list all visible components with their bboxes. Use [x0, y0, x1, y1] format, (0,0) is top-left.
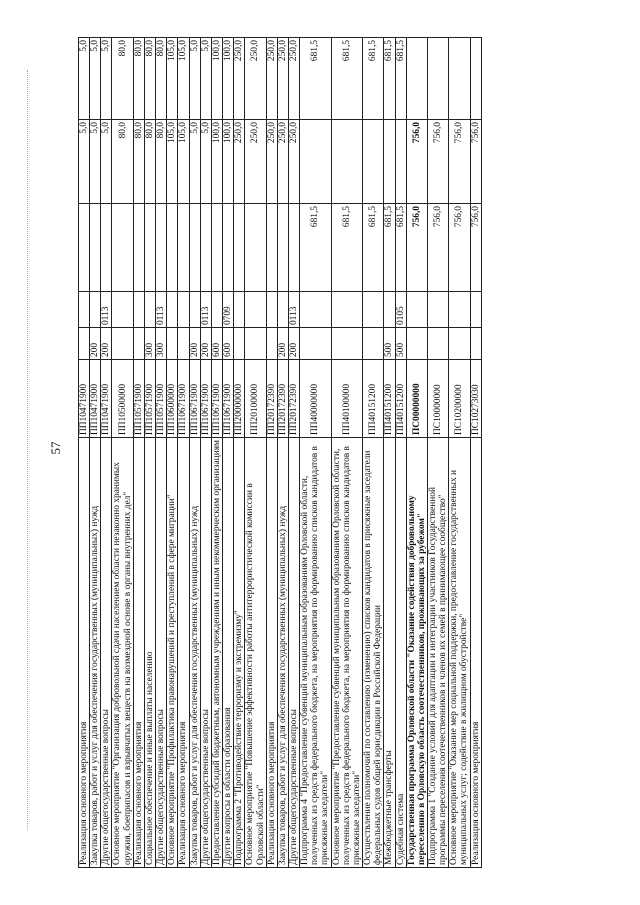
table-row: [90, 38, 101, 868]
table-row: [470, 38, 481, 868]
table-row: [363, 38, 384, 868]
expense-type-cell: [79, 328, 90, 360]
amount-cell-1: 681,5: [300, 204, 331, 292]
amount-cell-3: 5,0: [200, 38, 211, 120]
amount-cell-2: 80,0: [156, 120, 167, 204]
row-name-cell: Основное мероприятие "Оказание мер социальной поддержки, предоставление государственных и муниципальных услуг; содействие в жилищном обустройстве": [449, 438, 470, 868]
amount-cell-1: 681,5: [363, 204, 384, 292]
amount-cell-3: 80,0: [133, 38, 144, 120]
table-row: [384, 38, 395, 868]
target-code-cell: ПП20172390: [277, 360, 288, 438]
expense-type-cell: 200: [200, 328, 211, 360]
table-row: [234, 38, 245, 868]
amount-cell-1: [211, 204, 222, 292]
expense-type-cell: [133, 328, 144, 360]
target-code-cell: ПП10471900: [90, 360, 101, 438]
row-name-cell: Другие вопросы в области образования: [223, 438, 234, 868]
amount-cell-1: [288, 204, 299, 292]
target-code-cell: ПП10571900: [144, 360, 155, 438]
target-code-cell: ПП10500000: [112, 360, 133, 438]
section-code-cell: [384, 292, 395, 328]
amount-cell-3: 681,5: [395, 38, 406, 120]
expense-type-cell: [406, 328, 427, 360]
amount-cell-2: 5,0: [90, 120, 101, 204]
target-code-cell: ПС10273030: [470, 360, 481, 438]
amount-cell-1: 756,0: [406, 204, 427, 292]
table-row: [277, 38, 288, 868]
expense-type-cell: [266, 328, 277, 360]
amount-cell-3: 681,5: [363, 38, 384, 120]
row-name-cell: Предоставление субсидий бюджетным, автономным учреждениям и иным некоммерческим организациям: [211, 438, 222, 868]
section-code-cell: [144, 292, 155, 328]
amount-cell-3: [428, 38, 449, 120]
amount-cell-3: [470, 38, 481, 120]
amount-cell-2: 5,0: [200, 120, 211, 204]
section-code-cell: [331, 292, 362, 328]
amount-cell-3: 681,5: [300, 38, 331, 120]
expense-type-cell: [178, 328, 189, 360]
section-code-cell: [112, 292, 133, 328]
amount-cell-1: 756,0: [470, 204, 481, 292]
amount-cell-2: [395, 120, 406, 204]
target-code-cell: ПП20100000: [245, 360, 266, 438]
expense-type-cell: [331, 328, 362, 360]
amount-cell-3: 250,0: [245, 38, 266, 120]
amount-cell-3: 681,5: [331, 38, 362, 120]
section-code-cell: 0709: [223, 292, 234, 328]
target-code-cell: ПС10200000: [449, 360, 470, 438]
row-name-cell: Реализация основного мероприятия: [79, 438, 90, 868]
amount-cell-3: 250,0: [288, 38, 299, 120]
amount-cell-3: 80,0: [144, 38, 155, 120]
section-code-cell: [363, 292, 384, 328]
amount-cell-1: [90, 204, 101, 292]
rotated-table-container: [78, 38, 578, 868]
amount-cell-2: 80,0: [144, 120, 155, 204]
expense-type-cell: 200: [189, 328, 200, 360]
amount-cell-1: [223, 204, 234, 292]
target-code-cell: ПП40151200: [384, 360, 395, 438]
amount-cell-2: [331, 120, 362, 204]
target-code-cell: ПП10600000: [167, 360, 178, 438]
expense-type-cell: [245, 328, 266, 360]
amount-cell-1: [178, 204, 189, 292]
row-name-cell: Реализация основного мероприятия: [178, 438, 189, 868]
amount-cell-1: [277, 204, 288, 292]
amount-cell-1: 681,5: [384, 204, 395, 292]
table-row: [300, 38, 331, 868]
table-row: [200, 38, 211, 868]
amount-cell-2: 756,0: [406, 120, 427, 204]
target-code-cell: ПП20172390: [288, 360, 299, 438]
table-row: [331, 38, 362, 868]
amount-cell-1: 756,0: [449, 204, 470, 292]
section-code-cell: [245, 292, 266, 328]
expense-type-cell: 200: [288, 328, 299, 360]
amount-cell-1: [189, 204, 200, 292]
expense-type-cell: 200: [101, 328, 112, 360]
amount-cell-2: [363, 120, 384, 204]
table-row: [178, 38, 189, 868]
section-code-cell: [189, 292, 200, 328]
amount-cell-1: [156, 204, 167, 292]
table-row: [266, 38, 277, 868]
table-row: [395, 38, 406, 868]
table-body: [79, 38, 482, 868]
target-code-cell: ПП40151200: [363, 360, 384, 438]
row-name-cell: Межбюджетные трансферты: [384, 438, 395, 868]
amount-cell-1: [133, 204, 144, 292]
amount-cell-3: 250,0: [277, 38, 288, 120]
amount-cell-2: 80,0: [112, 120, 133, 204]
row-name-cell: Основное мероприятие "Повышение эффективности работы антитеррористической комиссии в Орловской области": [245, 438, 266, 868]
table-row: [406, 38, 427, 868]
row-name-cell: Подпрограмма 2 "Противодействие терроризму и экстремизму": [234, 438, 245, 868]
target-code-cell: ПП10671900: [178, 360, 189, 438]
section-code-cell: 0113: [288, 292, 299, 328]
target-code-cell: ПС10000000: [428, 360, 449, 438]
expense-type-cell: 300: [156, 328, 167, 360]
target-code-cell: ПП10671900: [211, 360, 222, 438]
budget-table: [78, 37, 482, 868]
table-row: [167, 38, 178, 868]
table-row: [101, 38, 112, 868]
amount-cell-1: 681,5: [395, 204, 406, 292]
expense-type-cell: [428, 328, 449, 360]
amount-cell-1: [167, 204, 178, 292]
expense-type-cell: 200: [90, 328, 101, 360]
amount-cell-2: 105,0: [167, 120, 178, 204]
row-name-cell: Осуществление полномочий по составлению (изменению) списков кандидатов в присяжные заседатели федеральных судов общей юрисдикции в Российской Федерации: [363, 438, 384, 868]
amount-cell-2: 756,0: [449, 120, 470, 204]
amount-cell-3: 100,0: [223, 38, 234, 120]
table-row: [144, 38, 155, 868]
section-code-cell: [90, 292, 101, 328]
amount-cell-2: [300, 120, 331, 204]
amount-cell-2: 5,0: [79, 120, 90, 204]
amount-cell-3: 5,0: [79, 38, 90, 120]
amount-cell-2: 756,0: [470, 120, 481, 204]
target-code-cell: ПП40100000: [331, 360, 362, 438]
target-code-cell: ПП10671900: [189, 360, 200, 438]
row-name-cell: Подпрограмма 1 "Создание условий для адаптации и интеграции участников Государственной программы переселения соотечественников и членов их семей в принимающее сообщество": [428, 438, 449, 868]
table-row: [189, 38, 200, 868]
section-code-cell: [449, 292, 470, 328]
section-code-cell: [266, 292, 277, 328]
section-code-cell: [406, 292, 427, 328]
expense-type-cell: [363, 328, 384, 360]
target-code-cell: ПП10671900: [223, 360, 234, 438]
row-name-cell: Судебная система: [395, 438, 406, 868]
target-code-cell: ПП10571900: [156, 360, 167, 438]
amount-cell-3: 5,0: [189, 38, 200, 120]
table-row: [245, 38, 266, 868]
row-name-cell: Другие общегосударственные вопросы: [101, 438, 112, 868]
expense-type-cell: [112, 328, 133, 360]
row-name-cell: Подпрограмма 4 "Предоставление субвенций муниципальным образованиям Орловской области, полученных из средств федерального бюджета, на мероприятия по формированию списков кандидатов в присяжные заседатели": [300, 438, 331, 868]
row-name-cell: Реализация основного мероприятия: [133, 438, 144, 868]
target-code-cell: ПП10671900: [200, 360, 211, 438]
amount-cell-1: 756,0: [428, 204, 449, 292]
amount-cell-3: 250,0: [234, 38, 245, 120]
amount-cell-3: 80,0: [156, 38, 167, 120]
amount-cell-3: 105,0: [167, 38, 178, 120]
amount-cell-3: 250,0: [266, 38, 277, 120]
row-name-cell: Закупка товаров, работ и услуг для обеспечения государственных (муниципальных) нужд: [90, 438, 101, 868]
expense-type-cell: [234, 328, 245, 360]
table-row: [223, 38, 234, 868]
amount-cell-2: 250,0: [288, 120, 299, 204]
section-code-cell: [167, 292, 178, 328]
amount-cell-3: [449, 38, 470, 120]
row-name-cell: Основное мероприятие "Профилактика правонарушений и преступлений в сфере миграции": [167, 438, 178, 868]
amount-cell-2: 100,0: [223, 120, 234, 204]
table-row: [288, 38, 299, 868]
section-code-cell: 0113: [156, 292, 167, 328]
section-code-cell: [211, 292, 222, 328]
row-name-cell: Социальное обеспечение и иные выплаты населению: [144, 438, 155, 868]
amount-cell-2: 80,0: [133, 120, 144, 204]
target-code-cell: ПП10471900: [101, 360, 112, 438]
row-name-cell: Закупка товаров, работ и услуг для обеспечения государственных (муниципальных) нужд: [277, 438, 288, 868]
target-code-cell: ПП40000000: [300, 360, 331, 438]
amount-cell-2: [384, 120, 395, 204]
row-name-cell: Закупка товаров, работ и услуг для обеспечения государственных (муниципальных) нужд: [189, 438, 200, 868]
amount-cell-2: 250,0: [234, 120, 245, 204]
amount-cell-3: 105,0: [178, 38, 189, 120]
target-code-cell: ПП40151200: [395, 360, 406, 438]
section-code-cell: [277, 292, 288, 328]
row-name-cell: Реализация основного мероприятия: [470, 438, 481, 868]
amount-cell-3: [406, 38, 427, 120]
section-code-cell: [428, 292, 449, 328]
amount-cell-2: 5,0: [189, 120, 200, 204]
amount-cell-2: 250,0: [245, 120, 266, 204]
expense-type-cell: 500: [395, 328, 406, 360]
expense-type-cell: [167, 328, 178, 360]
target-code-cell: ПП10571900: [133, 360, 144, 438]
page-number: 57: [48, 441, 63, 455]
row-name-cell: Основное мероприятие "Предоставление субвенций муниципальным образованиям Орловской области, полученных из средств федерального бюджета, на мероприятия по формированию списков кандидатов в присяжные заседатели": [331, 438, 362, 868]
table-row: [211, 38, 222, 868]
table-row: [79, 38, 90, 868]
expense-type-cell: 600: [211, 328, 222, 360]
row-name-cell: Другие общегосударственные вопросы: [200, 438, 211, 868]
target-code-cell: ПС00000000: [406, 360, 427, 438]
amount-cell-3: 5,0: [101, 38, 112, 120]
row-name-cell: Другие общегосударственные вопросы: [288, 438, 299, 868]
amount-cell-2: 100,0: [211, 120, 222, 204]
row-name-cell: Реализация основного мероприятия: [266, 438, 277, 868]
table-row: [112, 38, 133, 868]
expense-type-cell: 500: [384, 328, 395, 360]
expense-type-cell: 600: [223, 328, 234, 360]
target-code-cell: ПП20172390: [266, 360, 277, 438]
row-name-cell: Основное мероприятие "Организация добровольной сдачи населением области незаконно хранимых оружия, боеприпасов и взрывчатых веществ на возмездной основе в органы внутренних дел": [112, 438, 133, 868]
section-code-cell: 0105: [395, 292, 406, 328]
amount-cell-2: 250,0: [266, 120, 277, 204]
amount-cell-1: [112, 204, 133, 292]
amount-cell-3: 681,5: [384, 38, 395, 120]
table-row: [428, 38, 449, 868]
expense-type-cell: 300: [144, 328, 155, 360]
section-code-cell: [300, 292, 331, 328]
expense-type-cell: [449, 328, 470, 360]
table-row: [449, 38, 470, 868]
table-row: [133, 38, 144, 868]
amount-cell-1: [200, 204, 211, 292]
section-code-cell: [234, 292, 245, 328]
scan-edge-marks: [27, 70, 30, 830]
section-code-cell: [470, 292, 481, 328]
expense-type-cell: [300, 328, 331, 360]
row-name-cell: Другие общегосударственные вопросы: [156, 438, 167, 868]
expense-type-cell: [470, 328, 481, 360]
row-name-cell: Государственная программа Орловской области "Оказание содействия добровольному переселению в Орловскую область соотечественников, проживающих за рубежом": [406, 438, 427, 868]
table-row: [156, 38, 167, 868]
amount-cell-1: 681,5: [331, 204, 362, 292]
amount-cell-1: [101, 204, 112, 292]
amount-cell-3: 100,0: [211, 38, 222, 120]
amount-cell-1: [266, 204, 277, 292]
amount-cell-2: 105,0: [178, 120, 189, 204]
amount-cell-1: [234, 204, 245, 292]
target-code-cell: ПП10471900: [79, 360, 90, 438]
section-code-cell: 0113: [200, 292, 211, 328]
amount-cell-2: 5,0: [101, 120, 112, 204]
section-code-cell: 0113: [101, 292, 112, 328]
amount-cell-1: [245, 204, 266, 292]
amount-cell-1: [79, 204, 90, 292]
expense-type-cell: 200: [277, 328, 288, 360]
section-code-cell: [133, 292, 144, 328]
amount-cell-3: 80,0: [112, 38, 133, 120]
section-code-cell: [178, 292, 189, 328]
amount-cell-2: 756,0: [428, 120, 449, 204]
target-code-cell: ПП20000000: [234, 360, 245, 438]
amount-cell-3: 5,0: [90, 38, 101, 120]
amount-cell-1: [144, 204, 155, 292]
section-code-cell: [79, 292, 90, 328]
amount-cell-2: 250,0: [277, 120, 288, 204]
